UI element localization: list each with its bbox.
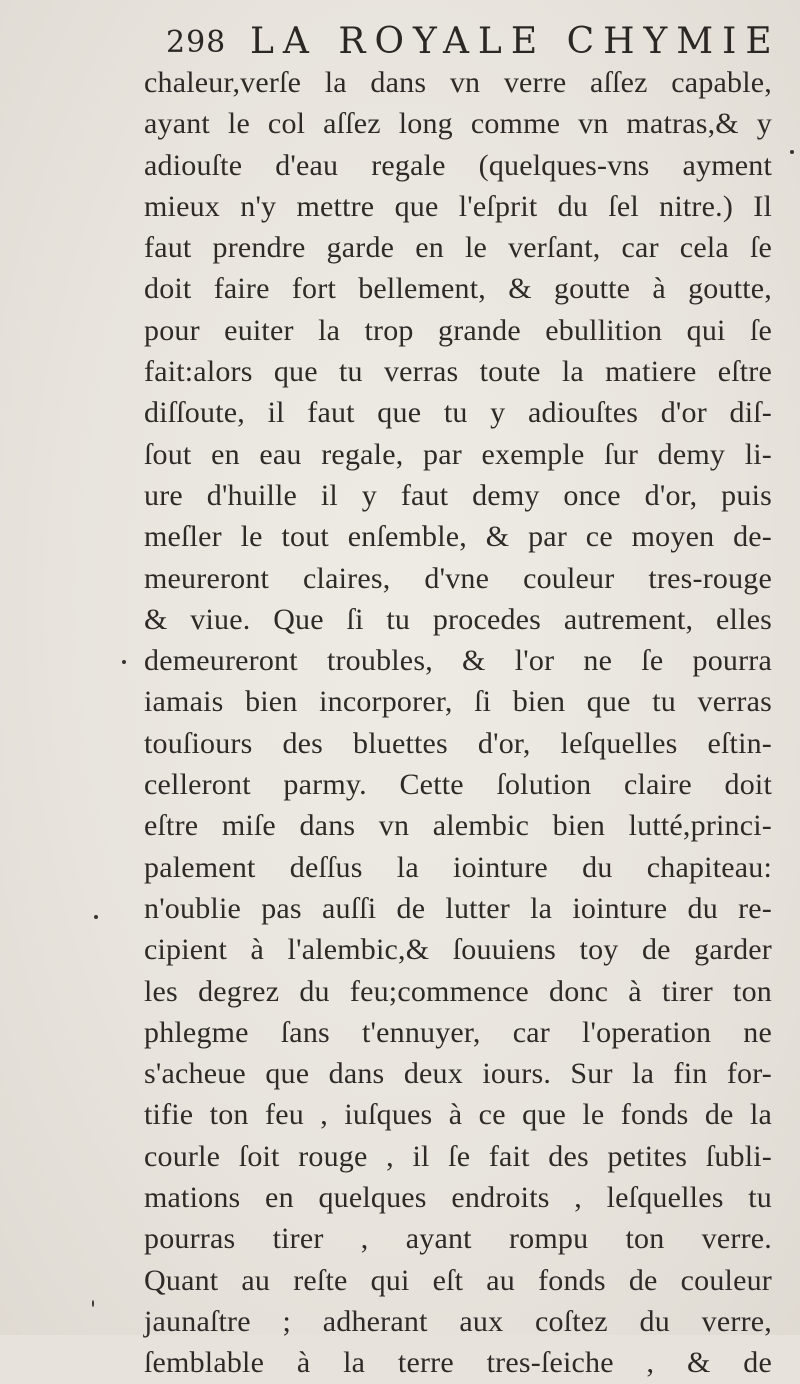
text-line: cipient à l'alembic,& ſouuiens toy de garder <box>144 933 772 967</box>
text-line: touſiours des bluettes d'or, leſquelles eſtin- <box>144 726 772 760</box>
text-line: ſemblable à la terre tres-ſeiche , & de <box>144 1346 772 1380</box>
text-line: demeureront troubles, & l'or ne ſe pourra <box>144 644 772 678</box>
ink-speck <box>92 1300 94 1307</box>
text-line: ure d'huille il y faut demy once d'or, puis <box>144 478 772 512</box>
text-line: fait:alors que tu verras toute la matiere eſtre <box>144 355 772 389</box>
ink-speck <box>94 915 98 919</box>
text-line: pourras tirer , ayant rompu ton verre. <box>144 1222 772 1256</box>
text-line: adiouſte d'eau regale (quelques-vns ayment <box>144 148 772 182</box>
ink-speck <box>790 150 794 154</box>
body-text <box>144 62 772 1384</box>
text-line: meureront claires, d'vne couleur tres-rouge <box>144 561 772 595</box>
text-line: les degrez du feu;commence donc à tirer ton <box>144 974 772 1008</box>
text-line: faut prendre garde en le verſant, car cela ſe <box>144 231 772 265</box>
text-line: Quant au reſte qui eſt au fonds de couleur <box>144 1263 772 1297</box>
text-line: mations en quelques endroits , leſquelles tu <box>144 1181 772 1215</box>
page-number: 298 <box>166 25 227 60</box>
text-line: eſtre miſe dans vn alembic bien lutté,princi- <box>144 809 772 843</box>
text-line: diſſoute, il faut que tu y adiouſtes d'or diſ- <box>144 396 772 430</box>
text-line: pour euiter la trop grande ebullition qui ſe <box>144 313 772 347</box>
text-line: & viue. Que ſi tu procedes autrement, elles <box>144 602 772 636</box>
text-line: tifie ton feu , iuſques à ce que le fonds de la <box>144 1098 772 1132</box>
text-line: doit faire fort bellement, & goutte à goutte, <box>144 272 772 306</box>
ink-speck <box>122 660 126 664</box>
text-line: n'oublie pas auſſi de lutter la iointure du re- <box>144 891 772 925</box>
running-title: LA ROYALE CHYMIE <box>250 21 781 62</box>
text-line: iamais bien incorporer, ſi bien que tu verras <box>144 685 772 719</box>
text-line: meſler le tout enſemble, & par ce moyen de- <box>144 520 772 554</box>
text-line: jaunaſtre ; adherant aux coſtez du verre, <box>144 1304 772 1338</box>
text-line: mieux n'y mettre que l'eſprit du ſel nitre.) Il <box>144 189 772 223</box>
text-line: s'acheue que dans deux iours. Sur la fin for- <box>144 1057 772 1091</box>
text-line: ayant le col aſſez long comme vn matras,& y <box>144 107 772 141</box>
text-line: celleront parmy. Cette ſolution claire doit <box>144 768 772 802</box>
text-line: courle ſoit rouge , il ſe fait des petites ſubli- <box>144 1139 772 1173</box>
text-line: palement deſſus la iointure du chapiteau: <box>144 850 772 884</box>
text-line: chaleur,verſe la dans vn verre aſſez capable, <box>144 66 772 99</box>
text-line: phlegme ſans t'ennuyer, car l'operation ne <box>144 1015 772 1049</box>
page-header <box>166 18 781 66</box>
text-line: ſout en eau regale, par exemple ſur demy li- <box>144 437 772 471</box>
